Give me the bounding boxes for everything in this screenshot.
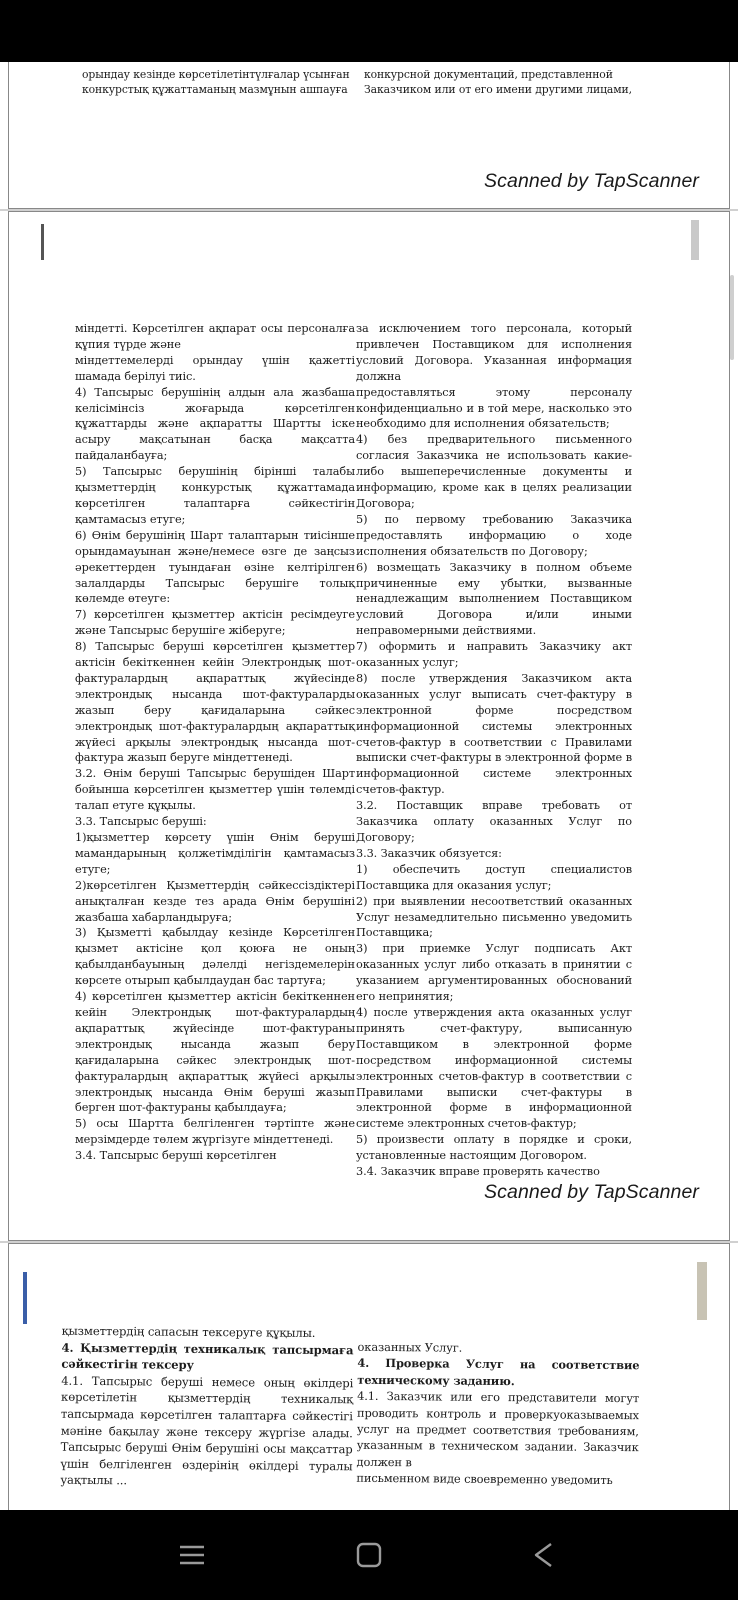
paragraph: 1) обеспечить доступ специалистов Поставщика для оказания услуг; <box>356 862 632 892</box>
paragraph: 7) көрсетілген қызметтер актісін ресімдеуге және Тапсырыс берушіге жіберуге; <box>75 608 355 638</box>
paragraph: 7) оформить и направить Заказчику акт оказанных услуг; <box>356 640 632 670</box>
page2-left-column <box>75 321 355 1164</box>
paragraph: 4) көрсетілген қызметтер актісін бекіткеннен кейін Электрондық шот-фактуралардың ақпараттық жүйесінде шот-фактураны электрондық нысанда жазып беру қағидаларына сәйкес электрондық шот-фактуралардың ақпараттық жүйесі арқылы электрондық нысанда Өнім беруші жазып берген шот-фактураны қабылдауға; <box>75 990 355 1115</box>
scanned-page-1 <box>8 62 730 209</box>
paragraph: қызметтердің сапасын тексеруге құқылы. <box>61 1323 316 1340</box>
paragraph: 3) Қызметті қабылдау кезінде Көрсетілген қызмет актісіне қол қоюға не оның қабылданбауының дәлелді негіздемелерін көрсете отырып қабылдаудан бас тартуға; <box>75 926 355 988</box>
page3-right-column <box>356 1339 639 1489</box>
paragraph: 3) при приемке Услуг подписать Акт оказанных услуг либо отказать в принятии с указанием аргументированных обоснований его непринятия; <box>356 942 632 1004</box>
paragraph: 4) после утверждения акта оказанных услуг принять счет-фактуру, выписанную Поставщиком в электронной форме посредством информационной системы электронных счетов-фактур в соответствии с Правилами выписки счет-фактуры в электронной форме в информационной системе электронных счетов-фактур; <box>356 1005 632 1131</box>
paragraph: оказанных Услуг. <box>357 1339 463 1355</box>
paragraph: 8) Тапсырыс беруші көрсетілген қызметтер актісін бекіткеннен кейін Электрондық шот-фактуралардың ақпараттық жүйесінде электрондық нысанда шот-фактураларды жазып беру қағидаларына сәйкес электрондық шот-фактуралардың ақпараттық жүйесі арқылы электрондық нысанда шот-фактура жазып беруге міндеттенеді. <box>75 640 355 765</box>
paragraph: міндеттемелерді орындау үшін қажетті шамада берілуі тиіс. <box>75 353 355 383</box>
page1-right-line-2: Заказчиком или от его имени другими лицами, <box>364 83 632 96</box>
paragraph: 1)қызметтер көрсету үшін Өнім беруші мамандарының қолжетімділігін қамтамасыз етуге; <box>75 831 355 876</box>
page1-right-line-1: конкурсной документаций, представленной <box>364 68 613 81</box>
paragraph: 5) Тапсырыс берушінің бірінші талабы қызметтердің конкурстық құжаттамада көрсетілген талаптарға сәйкестігін қамтамасыз етуге; <box>75 465 355 526</box>
paragraph: 3.3. Заказчик обязуется: <box>356 846 502 860</box>
paragraph: 3.4. Тапсырыс беруші көрсетілген <box>75 1149 277 1163</box>
scrollbar[interactable] <box>730 275 734 360</box>
recent-apps-button[interactable] <box>177 1540 207 1570</box>
paragraph: 4) без предварительного письменного согласия Заказчика не использовать какие-либо вышеперечисленные документы и информацию, кроме как в целях реализации Договора; <box>356 433 632 510</box>
page2-right-column <box>356 321 632 1180</box>
home-button[interactable] <box>354 1540 384 1570</box>
scan-mark <box>691 220 699 260</box>
paragraph: 4.1. Тапсырыс беруші немесе оның өкілдері көрсетілетін қызметтердің техникалық тапсырмада көрсетілген талаптарға сәйкестігі мәніне бақылау және тексеру жүргізе алады. Тапсырыс беруші Өнім берушіні осы мақсаттар үшін белгіленген өздерінің өкілдері туралы уақтылы ... <box>60 1373 354 1488</box>
paragraph: 5) по первому требованию Заказчика предоставлять информацию о ходе исполнения обязательств по Договору; <box>356 512 632 558</box>
scan-mark <box>697 1262 707 1320</box>
paragraph: предоставляться этому персоналу конфиденциально и в той мере, насколько это необходимо для исполнения обязательств; <box>356 385 632 431</box>
page3-left-column <box>60 1323 353 1491</box>
paragraph: за исключением того персонала, который привлечен Поставщиком для исполнения условий Договора. Указанная информация должна <box>356 322 632 383</box>
page1-left-column <box>82 67 358 97</box>
navigation-bar <box>0 1510 738 1600</box>
back-button[interactable] <box>529 1540 559 1570</box>
scan-mark <box>41 224 44 260</box>
paragraph: 5) произвести оплату в порядке и сроки, установленные настоящим Договором. <box>356 1133 632 1163</box>
paragraph: 4) Тапсырыс берушінің алдын ала жазбаша келісімінсіз жоғарыда көрсетілген құжаттарды және ақпаратты Шартты іске асыру мақсатынан басқа мақсатта пайдаланбауға; <box>75 385 355 463</box>
paragraph: 5) осы Шартта белгіленген тәртіпте және мерзімдерде төлем жүргізуге міндеттенеді. <box>75 1117 355 1147</box>
paragraph: 3.2. Өнім беруші Тапсырыс берушіден Шарт бойынша көрсетілген қызметтер үшін төлемді талап етуге құқылы. <box>75 767 355 813</box>
scanned-page-2 <box>8 211 730 1241</box>
paragraph: 4.1. Заказчик или его представители могут проводить контроль и проверкуоказываемых услуг на предмет соответствия требованиям, указанным в техническом задании. Заказчик должен в <box>356 1388 640 1470</box>
paragraph: 3.4. Заказчик вправе проверять качество <box>356 1165 600 1179</box>
section-heading: 4. Проверка Услуг на соответствие техническому заданию. <box>357 1356 640 1388</box>
recent-apps-icon <box>177 1540 207 1570</box>
paragraph: 3.3. Тапсырыс беруші: <box>75 815 207 829</box>
scanner-watermark: Scanned by TapScanner <box>484 170 699 192</box>
paragraph: 2)көрсетілген Қызметтердің сәйкессіздіктері анықталған кезде тез арада Өнім берушіні жазбаша хабарландыруға; <box>75 878 355 924</box>
back-icon <box>529 1540 559 1570</box>
paragraph: 6) Өнім берушінің Шарт талаптарын тиісінше орындамауынан және/немесе өзге де заңсыз әрекеттерден туындаған өзіне келтірілген залалдарды Тапсырыс берушіге толық көлемде өтеуге: <box>75 528 355 606</box>
paragraph: письменном виде своевременно уведомить <box>356 1471 613 1488</box>
scanned-page-3 <box>8 1243 730 1510</box>
page1-left-line-2: конкурстық құжаттаманың мазмұнын ашпауға <box>82 83 348 96</box>
page1-left-line-1: орындау кезінде көрсетілетінтүлғалар үсынған <box>82 68 350 81</box>
page1-right-column <box>364 67 654 97</box>
paragraph: 8) после утверждения Заказчиком акта оказанных услуг выписать счет-фактуру в электронной форме посредством информационной системы электронных счетов-фактур в соответствии с Правилами выписки счет-фактуры в электронной форме в информационной системе электронных счетов-фактур. <box>356 671 632 797</box>
status-bar-area <box>0 0 738 62</box>
paragraph: міндетті. Көрсетілген ақпарат осы персоналға құпия түрде және <box>75 322 355 351</box>
section-heading: 4. Қызметтердің техникалық тапсырмаға сәйкестігін тексеру <box>61 1340 354 1373</box>
paragraph: 3.2. Поставщик вправе требовать от Заказчика оплату оказанных Услуг по Договору; <box>356 799 632 844</box>
home-icon <box>354 1540 384 1570</box>
paragraph: 6) возмещать Заказчику в полном объеме причиненные ему убытки, вызванные ненадлежащим выполнением Поставщиком условий Договора и/или иными неправомерными действиями. <box>356 560 632 638</box>
paragraph: 2) при выявлении несоответствий оказанных Услуг незамедлительно письменно уведомить Поставщика; <box>356 894 632 940</box>
scanner-watermark: Scanned by TapScanner <box>484 1181 699 1203</box>
scan-mark <box>23 1272 27 1324</box>
